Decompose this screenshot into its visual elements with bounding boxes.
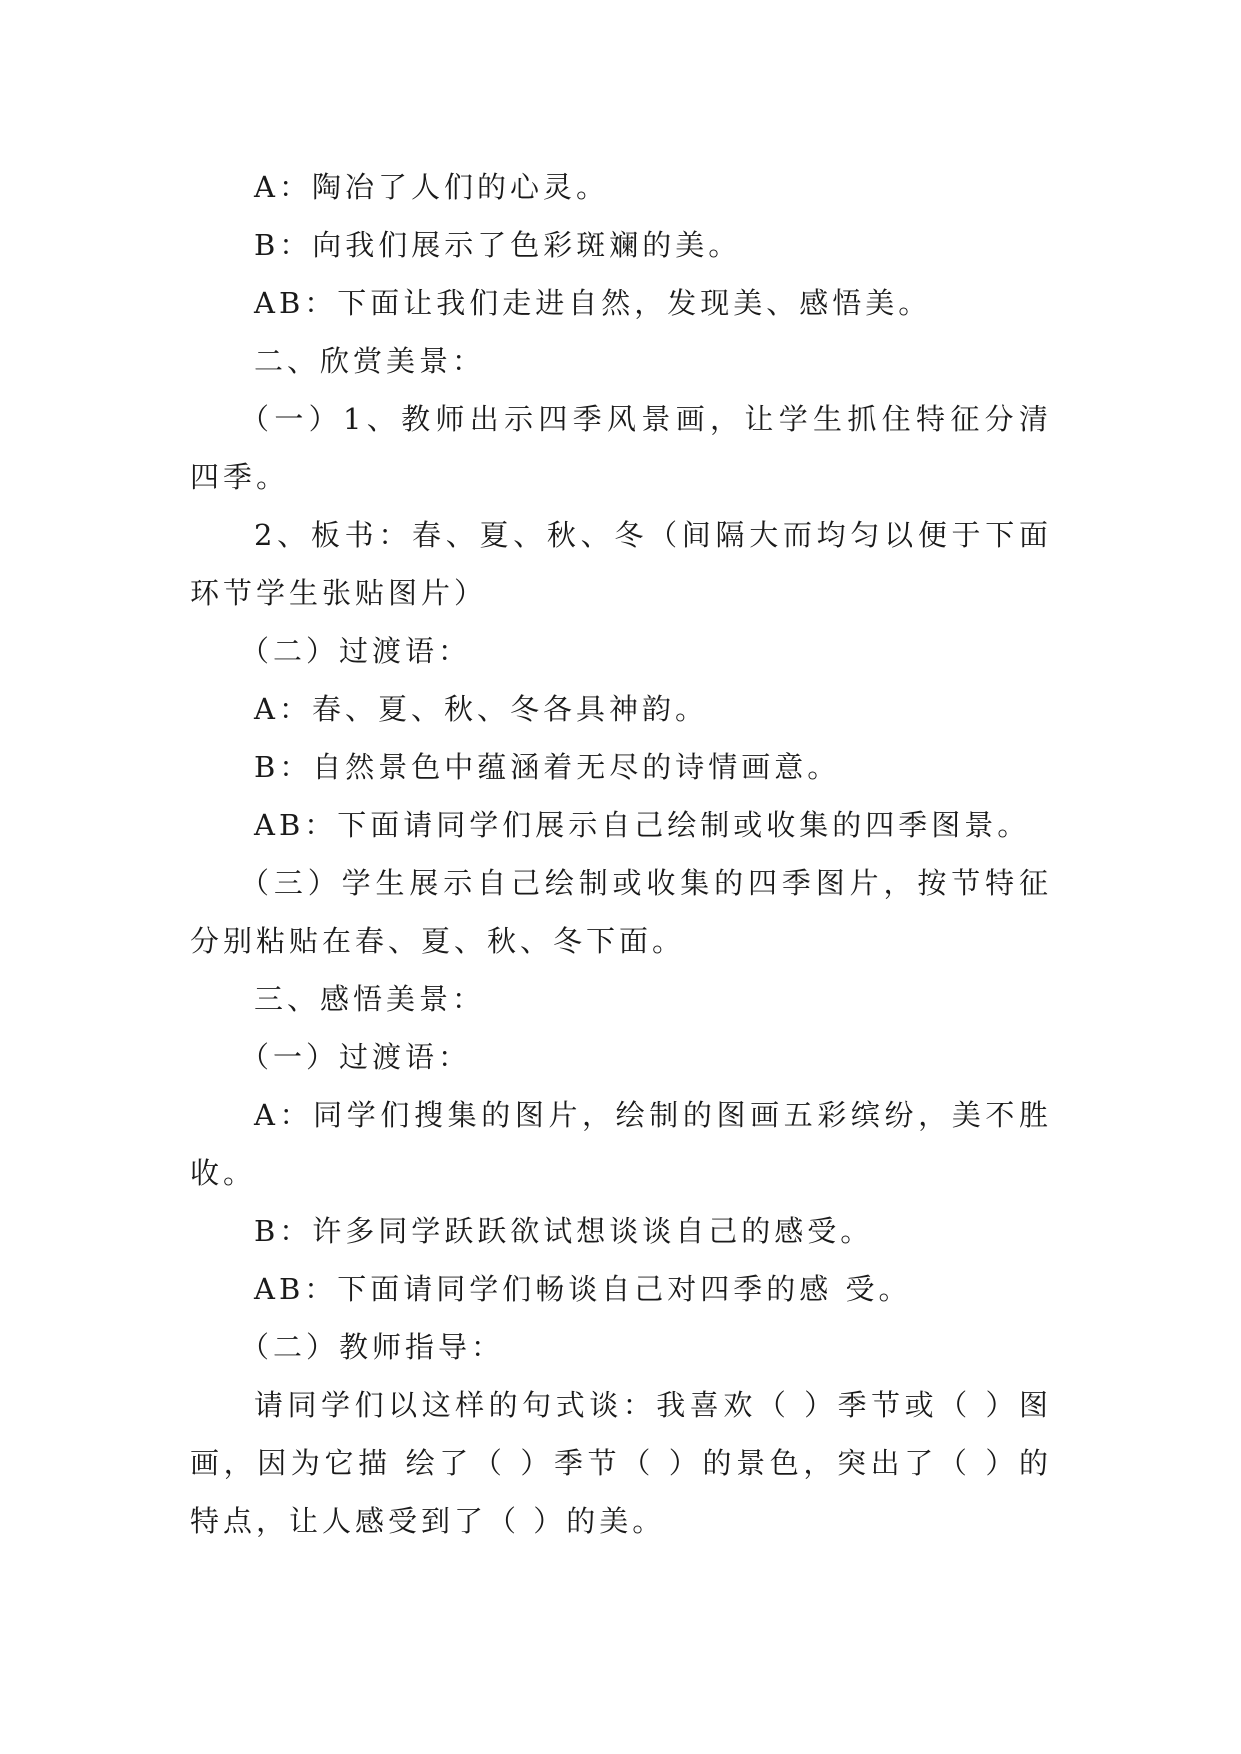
subsection-heading: （二）过渡语： (240, 634, 472, 668)
paragraph: 请同学们以这样的句式谈：我喜欢（ ）季节或（ ）图画，因为它描 绘了（ ）季节（ ）的景色，突出了（ ）的特点，让人感受到了（ ）的美。 (190, 1388, 1052, 1538)
paragraph: AB：下面请同学们畅谈自己对四季的感 受。 (254, 1272, 912, 1306)
paragraph: A：同学们搜集的图片，绘制的图画五彩缤纷，美不胜收。 (190, 1098, 1052, 1190)
paragraph: A：春、夏、秋、冬各具神韵。 (254, 692, 708, 726)
section-heading: 三、感悟美景： (254, 982, 486, 1016)
paragraph: B：自然景色中蕴涵着无尽的诗情画意。 (254, 750, 841, 784)
paragraph: AB：下面请同学们展示自己绘制或收集的四季图景。 (254, 808, 1031, 842)
paragraph: 2、板书：春、夏、秋、冬（间隔大而均匀以便于下面环节学生张贴图片） (190, 518, 1052, 610)
section-heading: 二、欣赏美景： (254, 344, 486, 378)
document-body (190, 158, 1052, 1550)
subsection-heading: （二）教师指导： (240, 1330, 505, 1364)
paragraph: A：陶冶了人们的心灵。 (254, 170, 609, 204)
subsection-heading: （一）过渡语： (240, 1040, 472, 1074)
paragraph: （三）学生展示自己绘制或收集的四季图片，按节特征分别粘贴在春、夏、秋、冬下面。 (190, 866, 1052, 958)
paragraph: B：许多同学跃跃欲试想谈谈自己的感受。 (254, 1214, 874, 1248)
paragraph: B：向我们展示了色彩斑斓的美。 (254, 228, 742, 262)
paragraph: （一）1、教师出示四季风景画，让学生抓住特征分清四季。 (190, 402, 1052, 494)
paragraph: AB：下面让我们走进自然，发现美、感悟美。 (254, 286, 932, 320)
